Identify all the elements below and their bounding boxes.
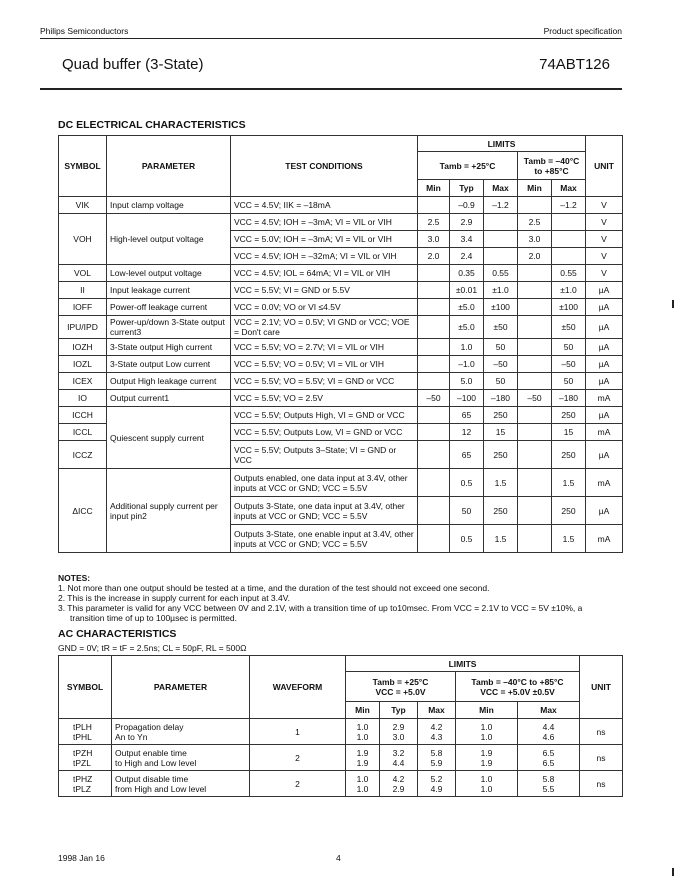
ac-value-min2-line: 1.0 (480, 731, 493, 742)
dc-symbol: ICCL (59, 424, 107, 441)
ac-value-max1-line: 4.9 (430, 783, 443, 794)
dc-value-unit: µA (586, 316, 623, 339)
ac-symbol-line: tPZL (73, 757, 91, 768)
dc-value-min2 (518, 356, 552, 373)
dc-parameter: 3-State output Low current (107, 356, 231, 373)
dc-value-typ: 1.0 (450, 339, 484, 356)
dc-parameter: Additional supply current per input pin2 (107, 469, 231, 553)
dc-value-min2 (518, 424, 552, 441)
ac-waveform (250, 771, 346, 797)
dc-value-max1: 1.5 (484, 469, 518, 497)
dc-col-parameter: PARAMETER (107, 136, 231, 197)
dc-parameter: Power-up/down 3-State output current3 (107, 316, 231, 339)
ac-waveform (250, 719, 346, 745)
ac-symbol (59, 719, 112, 745)
dc-value-typ: –0.9 (450, 197, 484, 214)
dc-value-max2: –1.2 (552, 197, 586, 214)
dc-test-condition: VCC = 5.5V; VO = 0.5V; VI = VIL or VIH (231, 356, 418, 373)
dc-value-typ: 5.0 (450, 373, 484, 390)
dc-col-min2: Min (518, 180, 552, 197)
ac-value-max2 (518, 771, 580, 797)
ac-value-min2 (456, 771, 518, 797)
ac-value-max1-line: 4.2 (430, 721, 443, 732)
dc-parameter: Low-level output voltage (107, 265, 231, 282)
dc-value-max2: 1.5 (552, 469, 586, 497)
ac-value-min1-line: 1.9 (356, 747, 369, 758)
dc-value-max1 (484, 248, 518, 265)
dc-value-max1: ±100 (484, 299, 518, 316)
dc-value-min1 (418, 424, 450, 441)
dc-value-unit: V (586, 214, 623, 231)
dc-symbol: IOZL (59, 356, 107, 373)
dc-test-condition: VCC = 4.5V; IOH = –32mA; VI = VIL or VIH (231, 248, 418, 265)
dc-value-max1: 0.55 (484, 265, 518, 282)
dc-test-condition: VCC = 5.5V; Outputs Low, VI = GND or VCC (231, 424, 418, 441)
dc-test-condition: Outputs enabled, one data input at 3.4V, other inputs at VCC or GND; VCC = 5.5V (231, 469, 418, 497)
ac-value-max1 (418, 745, 456, 771)
dc-value-typ: ±5.0 (450, 316, 484, 339)
dc-value-min2: –50 (518, 390, 552, 407)
ac-symbol-line: tPLH (73, 721, 92, 732)
dc-value-max2: 15 (552, 424, 586, 441)
dc-value-typ: 65 (450, 441, 484, 469)
dc-row (59, 373, 623, 390)
dc-row (59, 265, 623, 282)
dc-value-max1 (484, 214, 518, 231)
dc-test-condition: VCC = 4.5V; IOH = –3mA; VI = VIL or VIH (231, 214, 418, 231)
note-3: 3. This parameter is valid for any VCC between 0V and 2.1V, with a transition time of up to10msec. From VCC = 2.1V to VCC = 5V ±10%, a (58, 603, 583, 613)
dc-symbol: IOZH (59, 339, 107, 356)
company-name: Philips Semiconductors (40, 26, 129, 36)
dc-value-max1: 1.5 (484, 525, 518, 553)
ac-row (59, 719, 623, 745)
ac-parameter (112, 771, 250, 797)
dc-symbol: IO (59, 390, 107, 407)
ac-col-parameter: PARAMETER (112, 656, 250, 719)
dc-value-unit: µA (586, 282, 623, 299)
dc-col-tamb-range: Tamb = –40°C to +85°C (518, 152, 586, 180)
ac-waveform-line: 2 (295, 752, 300, 763)
ac-value-typ-line: 2.9 (392, 783, 405, 794)
dc-value-min1 (418, 197, 450, 214)
dc-value-min2 (518, 265, 552, 282)
dc-value-max2: 50 (552, 373, 586, 390)
dc-value-min1: –50 (418, 390, 450, 407)
dc-value-max2 (552, 231, 586, 248)
dc-symbol: VOH (59, 214, 107, 265)
ac-parameter-line: Output disable time (115, 773, 189, 784)
dc-col-limits: LIMITS (418, 136, 586, 152)
ac-parameter-line: Propagation delay (115, 721, 184, 732)
ac-col-min2: Min (456, 702, 518, 719)
ac-symbol-line: tPHL (73, 731, 92, 742)
dc-row (59, 469, 623, 497)
edge-mark (672, 300, 674, 308)
dc-value-min2 (518, 282, 552, 299)
ac-value-max2-line: 5.5 (542, 783, 555, 794)
dc-row (59, 339, 623, 356)
dc-value-max1: 250 (484, 441, 518, 469)
dc-value-max1: 250 (484, 407, 518, 424)
ac-value-max1 (418, 719, 456, 745)
ac-value-min1-line: 1.9 (356, 757, 369, 768)
dc-value-min2 (518, 407, 552, 424)
dc-value-typ: 0.35 (450, 265, 484, 282)
dc-value-min1 (418, 497, 450, 525)
dc-test-condition: VCC = 5.5V; VO = 5.5V; VI = GND or VCC (231, 373, 418, 390)
dc-value-max2: ±100 (552, 299, 586, 316)
dc-value-min1 (418, 282, 450, 299)
ac-unit (580, 719, 623, 745)
dc-symbol: VOL (59, 265, 107, 282)
ac-symbol (59, 771, 112, 797)
dc-row (59, 197, 623, 214)
ac-waveform (250, 745, 346, 771)
dc-value-max2: 0.55 (552, 265, 586, 282)
dc-value-max1: 50 (484, 373, 518, 390)
dc-value-max2 (552, 214, 586, 231)
dc-row (59, 390, 623, 407)
ac-parameter (112, 719, 250, 745)
ac-col-group2 (456, 672, 580, 702)
ac-value-max2 (518, 719, 580, 745)
dc-value-unit: mA (586, 469, 623, 497)
dc-test-condition: VCC = 5.5V; VO = 2.7V; VI = VIL or VIH (231, 339, 418, 356)
ac-value-typ-line: 4.2 (392, 773, 405, 784)
ac-value-typ-line: 2.9 (392, 721, 405, 732)
dc-col-min1: Min (418, 180, 450, 197)
ac-value-min1 (346, 745, 380, 771)
dc-parameter: Output High leakage current (107, 373, 231, 390)
dc-characteristics-table (58, 135, 623, 553)
ac-value-min1 (346, 771, 380, 797)
dc-value-max2: 250 (552, 441, 586, 469)
dc-value-min2 (518, 197, 552, 214)
dc-value-min2 (518, 469, 552, 497)
dc-value-typ: 50 (450, 497, 484, 525)
dc-test-condition: VCC = 5.5V; VI = GND or 5.5V (231, 282, 418, 299)
ac-value-max1-line: 4.3 (430, 731, 443, 742)
ac-symbol-line: tPLZ (73, 783, 91, 794)
dc-test-condition: Outputs 3-State, one enable input at 3.4V, other inputs at VCC or GND; VCC = 5.5V (231, 525, 418, 553)
ac-value-max1-line: 5.8 (430, 747, 443, 758)
ac-parameter-line: to High and Low level (115, 757, 197, 768)
ac-value-min1-line: 1.0 (356, 721, 369, 732)
ac-value-max2-line: 6.5 (542, 757, 555, 768)
dc-value-min1 (418, 373, 450, 390)
dc-value-min1 (418, 441, 450, 469)
dc-value-typ: 3.4 (450, 231, 484, 248)
ac-group1-line1: Tamb = +25°C (372, 676, 429, 687)
ac-value-min1 (346, 719, 380, 745)
dc-row (59, 356, 623, 373)
dc-value-max1 (484, 231, 518, 248)
dc-value-min2: 2.5 (518, 214, 552, 231)
ac-col-limits: LIMITS (346, 656, 580, 672)
dc-test-condition: VCC = 5.5V; Outputs 3–State; VI = GND or VCC (231, 441, 418, 469)
dc-value-min2: 2.0 (518, 248, 552, 265)
notes-block (58, 573, 582, 623)
ac-value-min1-line: 1.0 (356, 773, 369, 784)
dc-col-conditions: TEST CONDITIONS (231, 136, 418, 197)
dc-col-typ: Typ (450, 180, 484, 197)
ac-parameter-line: Output enable time (115, 747, 187, 758)
ac-waveform-line: 1 (295, 726, 300, 737)
dc-value-unit: mA (586, 424, 623, 441)
dc-test-condition: VCC = 4.5V; IIK = –18mA (231, 197, 418, 214)
dc-symbol: VIK (59, 197, 107, 214)
ac-group2-line2: VCC = +5.0V ±0.5V (480, 686, 555, 697)
dc-value-min1 (418, 339, 450, 356)
dc-value-typ: ±0.01 (450, 282, 484, 299)
dc-value-unit: mA (586, 525, 623, 553)
dc-parameter: Input clamp voltage (107, 197, 231, 214)
ac-value-max1 (418, 771, 456, 797)
ac-value-typ (380, 745, 418, 771)
ac-value-min2-line: 1.9 (480, 757, 493, 768)
ac-value-max1-line: 5.9 (430, 757, 443, 768)
header-rule-top (40, 38, 622, 39)
edge-mark (672, 868, 674, 876)
dc-symbol: II (59, 282, 107, 299)
ac-col-waveform: WAVEFORM (250, 656, 346, 719)
ac-value-min2-line: 1.0 (480, 783, 493, 794)
dc-value-unit: V (586, 265, 623, 282)
ac-value-typ (380, 719, 418, 745)
dc-test-condition: VCC = 4.5V; IOL = 64mA; VI = VIL or VIH (231, 265, 418, 282)
dc-value-max2: 250 (552, 497, 586, 525)
dc-value-max2: –50 (552, 356, 586, 373)
note-1: 1. Not more than one output should be tested at a time, and the duration of the test should not exceed one second. (58, 583, 490, 593)
dc-col-unit: UNIT (586, 136, 623, 197)
note-2: 2. This is the increase in supply current for each input at 3.4V. (58, 593, 290, 603)
dc-value-max1: –180 (484, 390, 518, 407)
dc-parameter: Input leakage current (107, 282, 231, 299)
dc-value-min1 (418, 525, 450, 553)
ac-col-typ: Typ (380, 702, 418, 719)
ac-col-max2: Max (518, 702, 580, 719)
dc-value-max1: ±50 (484, 316, 518, 339)
ac-value-min2 (456, 719, 518, 745)
dc-value-max1: –1.2 (484, 197, 518, 214)
dc-value-min1 (418, 356, 450, 373)
dc-col-max1: Max (484, 180, 518, 197)
dc-row (59, 316, 623, 339)
dc-value-min2 (518, 497, 552, 525)
dc-value-min1: 3.0 (418, 231, 450, 248)
ac-value-min2 (456, 745, 518, 771)
ac-waveform-line: 2 (295, 778, 300, 789)
dc-value-unit: µA (586, 299, 623, 316)
dc-symbol: IPU/IPD (59, 316, 107, 339)
dc-value-max1: 250 (484, 497, 518, 525)
dc-value-min2: 3.0 (518, 231, 552, 248)
dc-value-max2: 250 (552, 407, 586, 424)
ac-value-max2-line: 4.6 (542, 731, 555, 742)
ac-heading: AC CHARACTERISTICS (58, 628, 177, 640)
dc-value-max2: ±50 (552, 316, 586, 339)
ac-col-max1: Max (418, 702, 456, 719)
ac-unit-line: ns (596, 778, 606, 789)
dc-value-typ: –100 (450, 390, 484, 407)
ac-symbol (59, 745, 112, 771)
dc-row (59, 282, 623, 299)
dc-value-typ: 2.4 (450, 248, 484, 265)
dc-value-max1: 50 (484, 339, 518, 356)
dc-value-unit: µA (586, 497, 623, 525)
dc-value-typ: –1.0 (450, 356, 484, 373)
dc-value-typ: 2.9 (450, 214, 484, 231)
dc-value-unit: V (586, 197, 623, 214)
ac-col-unit: UNIT (580, 656, 623, 719)
dc-test-condition: VCC = 5.5V; VO = 2.5V (231, 390, 418, 407)
dc-test-condition: VCC = 2.1V; VO = 0.5V; VI GND or VCC; VOE = Don't care (231, 316, 418, 339)
ac-col-group1 (346, 672, 456, 702)
dc-value-unit: V (586, 248, 623, 265)
dc-value-min2 (518, 441, 552, 469)
ac-parameter-line: An to Yn (115, 731, 148, 742)
ac-unit-line: ns (596, 726, 606, 737)
dc-symbol: ICCH (59, 407, 107, 424)
ac-characteristics-table (58, 655, 623, 797)
dc-value-max2: 50 (552, 339, 586, 356)
ac-row (59, 745, 623, 771)
dc-parameter: Output current1 (107, 390, 231, 407)
dc-row (59, 407, 623, 424)
dc-value-min1 (418, 407, 450, 424)
dc-value-min1: 2.0 (418, 248, 450, 265)
dc-value-min1 (418, 316, 450, 339)
dc-heading: DC ELECTRICAL CHARACTERISTICS (58, 119, 246, 131)
dc-value-typ: ±5.0 (450, 299, 484, 316)
ac-value-min2-line: 1.0 (480, 773, 493, 784)
dc-value-min1: 2.5 (418, 214, 450, 231)
ac-group1-line2: VCC = +5.0V (375, 686, 426, 697)
dc-test-condition: VCC = 5.0V; IOH = –3mA; VI = VIL or VIH (231, 231, 418, 248)
ac-value-typ-line: 3.0 (392, 731, 405, 742)
dc-value-max2: 1.5 (552, 525, 586, 553)
dc-symbol: IOFF (59, 299, 107, 316)
dc-value-typ: 0.5 (450, 525, 484, 553)
note-3-cont: transition time of up to 100µsec is permitted. (70, 613, 237, 623)
ac-symbol-line: tPHZ (73, 773, 93, 784)
notes-heading: NOTES: (58, 573, 91, 583)
dc-value-unit: µA (586, 356, 623, 373)
ac-row (59, 771, 623, 797)
dc-col-symbol: SYMBOL (59, 136, 107, 197)
dc-value-max1: 15 (484, 424, 518, 441)
dc-value-min2 (518, 373, 552, 390)
ac-value-typ-line: 4.4 (392, 757, 405, 768)
dc-value-min2 (518, 316, 552, 339)
footer-page: 4 (336, 853, 341, 863)
dc-symbol: ΔICC (59, 469, 107, 553)
ac-value-typ (380, 771, 418, 797)
dc-row (59, 299, 623, 316)
header-rule-bottom (40, 88, 622, 90)
dc-parameter: Power-off leakage current (107, 299, 231, 316)
ac-value-max2 (518, 745, 580, 771)
ac-symbol-line: tPZH (73, 747, 93, 758)
dc-value-min2 (518, 525, 552, 553)
ac-parameter-line: from High and Low level (115, 783, 207, 794)
dc-row (59, 214, 623, 231)
document-type: Product specification (543, 26, 622, 36)
ac-unit-line: ns (596, 752, 606, 763)
dc-col-max2: Max (552, 180, 586, 197)
ac-unit (580, 745, 623, 771)
ac-col-min1: Min (346, 702, 380, 719)
page-title: Quad buffer (3-State) (62, 56, 204, 73)
dc-value-unit: µA (586, 407, 623, 424)
footer-date: 1998 Jan 16 (58, 853, 105, 863)
dc-value-min2 (518, 299, 552, 316)
dc-test-condition: VCC = 0.0V; VO or VI ≤4.5V (231, 299, 418, 316)
ac-unit (580, 771, 623, 797)
ac-value-min2-line: 1.9 (480, 747, 493, 758)
ac-value-max2-line: 4.4 (542, 721, 555, 732)
ac-col-symbol: SYMBOL (59, 656, 112, 719)
dc-symbol: ICEX (59, 373, 107, 390)
dc-parameter: High-level output voltage (107, 214, 231, 265)
ac-value-typ-line: 3.2 (392, 747, 405, 758)
dc-test-condition: VCC = 5.5V; Outputs High, VI = GND or VCC (231, 407, 418, 424)
dc-value-unit: µA (586, 373, 623, 390)
dc-value-max2: ±1.0 (552, 282, 586, 299)
dc-value-min1 (418, 299, 450, 316)
dc-test-condition: Outputs 3-State, one data input at 3.4V, other inputs at VCC or GND; VCC = 5.5V (231, 497, 418, 525)
dc-col-tamb-25: Tamb = +25°C (418, 152, 518, 180)
dc-symbol: ICCZ (59, 441, 107, 469)
ac-conditions: GND = 0V; tR = tF = 2.5ns; CL = 50pF, RL = 500Ω (58, 643, 247, 653)
dc-value-min2 (518, 339, 552, 356)
dc-value-typ: 12 (450, 424, 484, 441)
ac-value-min1-line: 1.0 (356, 783, 369, 794)
ac-value-max1-line: 5.2 (430, 773, 443, 784)
dc-value-max1: –50 (484, 356, 518, 373)
dc-value-min1 (418, 265, 450, 282)
ac-value-max2-line: 5.8 (542, 773, 555, 784)
dc-value-typ: 0.5 (450, 469, 484, 497)
ac-group2-line1: Tamb = –40°C to +85°C (471, 676, 564, 687)
dc-value-max1: ±1.0 (484, 282, 518, 299)
ac-value-max2-line: 6.5 (542, 747, 555, 758)
dc-value-unit: µA (586, 441, 623, 469)
ac-value-min1-line: 1.0 (356, 731, 369, 742)
dc-value-max2: –180 (552, 390, 586, 407)
dc-value-unit: mA (586, 390, 623, 407)
ac-parameter (112, 745, 250, 771)
ac-value-min2-line: 1.0 (480, 721, 493, 732)
dc-value-max2 (552, 248, 586, 265)
dc-value-unit: V (586, 231, 623, 248)
dc-value-unit: µA (586, 339, 623, 356)
dc-value-min1 (418, 469, 450, 497)
dc-value-typ: 65 (450, 407, 484, 424)
dc-parameter: 3-State output High current (107, 339, 231, 356)
part-number: 74ABT126 (539, 56, 610, 73)
dc-parameter: Quiescent supply current (107, 407, 231, 469)
